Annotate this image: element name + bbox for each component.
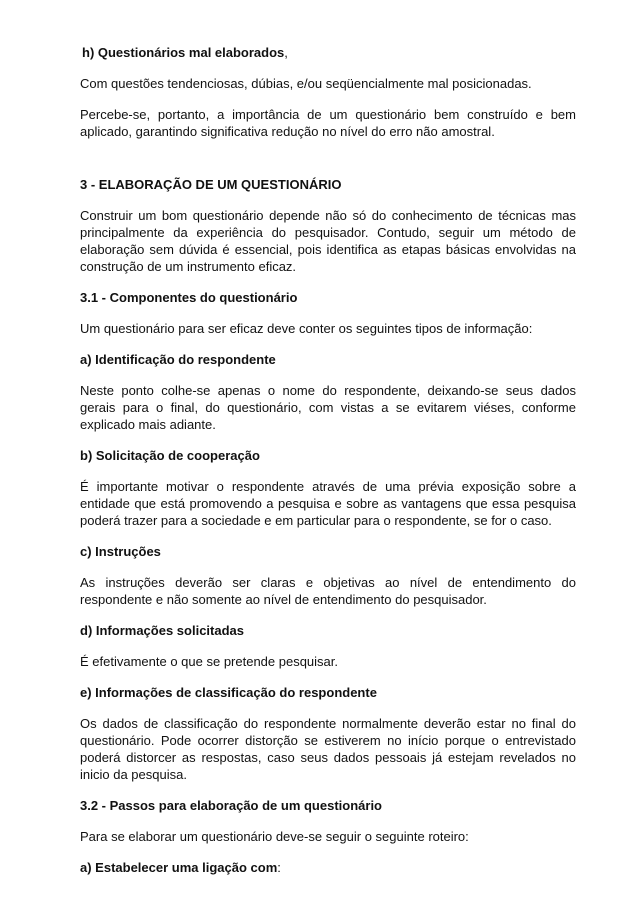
paragraph-construir: Construir um bom questionário depende não só do conhecimento de técnicas mas principalmente da experiência do pesquisador. Contudo, seguir um método de elaboração sem dúvida é essencial, pois identifica as etapas básicas envolvidas na construção de um instrumento eficaz. <box>80 208 576 274</box>
item-a-ligacao-heading <box>80 859 576 876</box>
section-h-heading <box>82 44 576 61</box>
paragraph-tipos-informacao: Um questionário para ser eficaz deve conter os seguintes tipos de informação: <box>80 321 533 336</box>
section-h-heading-punct: , <box>284 45 288 60</box>
item-b-title: b) Solicitação de cooperação <box>80 448 260 463</box>
section-3-1-title: 3.1 - Componentes do questionário <box>80 290 298 305</box>
paragraph-tendenciosas: Com questões tendenciosas, dúbias, e/ou seqüencialmente mal posicionadas. <box>80 76 532 91</box>
paragraph-importancia: Percebe-se, portanto, a importância de um questionário bem construído e bem aplicado, garantindo significativa redução no nível do erro não amostral. <box>80 107 576 139</box>
item-a-title: a) Identificação do respondente <box>80 352 276 367</box>
paragraph-classificacao: Os dados de classificação do respondente normalmente deverão estar no final do questionário. Pode ocorrer distorção se estiverem no início porque o entrevistado poderá distorcer as respostas, caso seus dados pessoais já estejam revelados no inicio da pesquisa. <box>80 716 576 782</box>
item-a-ligacao-punct: : <box>277 860 281 875</box>
item-e-title: e) Informações de classificação do respondente <box>80 685 377 700</box>
paragraph-identificacao: Neste ponto colhe-se apenas o nome do respondente, deixando-se seus dados gerais para o final, do questionário, com vistas a se evitarem viéses, conforme explicado mais adiante. <box>80 383 576 432</box>
paragraph-roteiro: Para se elaborar um questionário deve-se seguir o seguinte roteiro: <box>80 829 469 844</box>
document-page <box>80 44 576 890</box>
section-3-title: 3 - ELABORAÇÃO DE UM QUESTIONÁRIO <box>80 177 342 192</box>
paragraph-cooperacao: É importante motivar o respondente através de uma prévia exposição sobre a entidade que está promovendo a pesquisa e sobre as vantagens que essa pesquisa poderá trazer para a sociedade e em particular para o respondente, se for o caso. <box>80 479 576 528</box>
item-a-ligacao-text: a) Estabelecer uma ligação com <box>80 860 278 875</box>
paragraph-instrucoes: As instruções deverão ser claras e objetivas ao nível de entendimento do respondente e não somente ao nível de entendimento do pesquisador. <box>80 575 576 607</box>
item-c-title: c) Instruções <box>80 544 161 559</box>
paragraph-informacoes-solicitadas: É efetivamente o que se pretende pesquisar. <box>80 654 339 669</box>
section-h-heading-text: h) Questionários mal elaborados <box>82 45 285 60</box>
item-d-title: d) Informações solicitadas <box>80 623 244 638</box>
section-3-2-title: 3.2 - Passos para elaboração de um questionário <box>80 798 382 813</box>
